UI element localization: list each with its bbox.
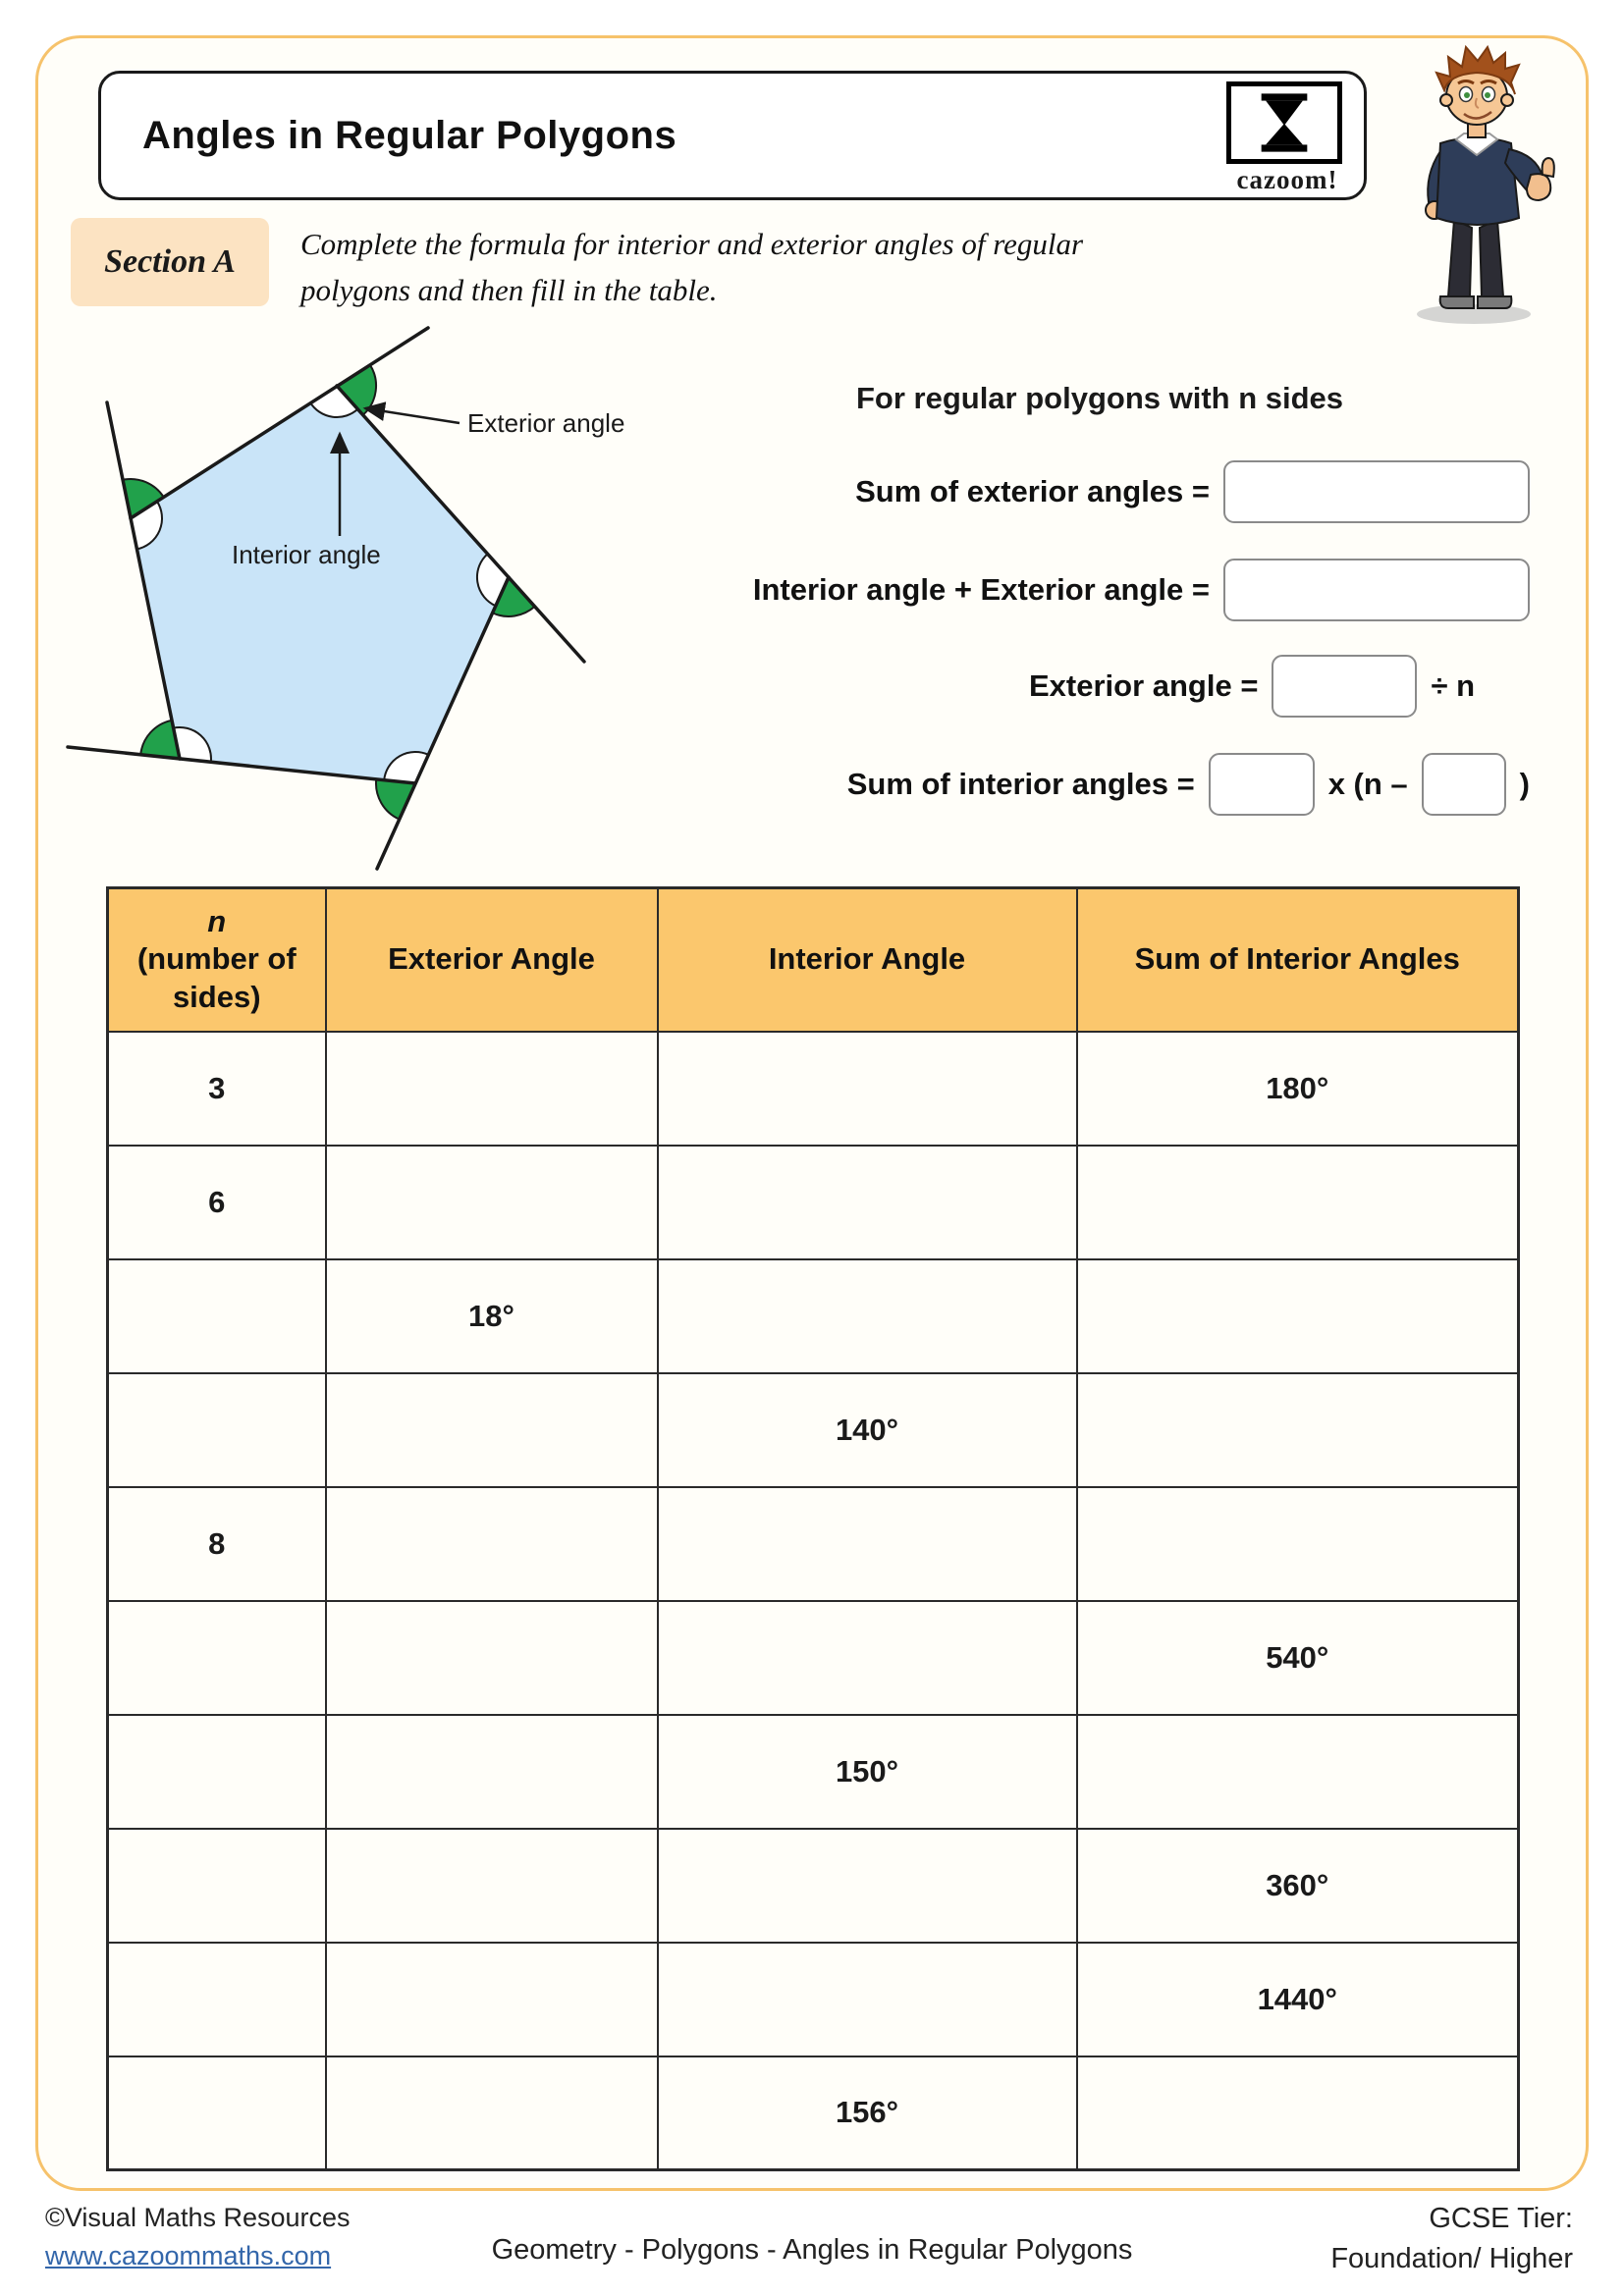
sum-exterior-answer-box[interactable] [1223,460,1530,523]
table-cell-blank[interactable] [108,1943,326,2056]
formula-row-exterior-angle [687,654,1530,719]
formula-heading: For regular polygons with n sides [855,381,1344,415]
sum-interior-answer-box-1[interactable] [1209,753,1315,816]
table-cell-blank[interactable] [1077,1146,1519,1259]
sum-interior-label: Sum of interior angles = [846,767,1195,801]
table-row [108,1715,1519,1829]
table-cell-blank[interactable] [658,1943,1077,2056]
sum-exterior-label: Sum of exterior angles = [855,474,1210,508]
tier-label: GCSE Tier: [1429,2203,1573,2234]
table-cell-value: 180° [1077,1032,1519,1146]
divide-by-n-suffix: ÷ n [1431,668,1475,703]
table-cell-blank[interactable] [326,1146,658,1259]
table-cell-blank[interactable] [658,1146,1077,1259]
table-cell-value: 8 [108,1487,326,1601]
mascot-character [1382,45,1571,330]
section-instruction [300,222,1164,313]
formula-row-sum-interior [687,752,1530,817]
angles-table [106,886,1520,2171]
tier-value: Foundation/ Higher [1330,2242,1573,2274]
page-title: Angles in Regular Polygons [142,113,677,157]
section-a-label: Section A [104,243,236,280]
table-cell-blank[interactable] [1077,1487,1519,1601]
exterior-angle-formula-label: Exterior angle = [1028,668,1259,703]
table-cell-blank[interactable] [1077,1715,1519,1829]
interior-angle-label: Interior angle [232,540,381,569]
table-cell-blank[interactable] [658,1487,1077,1601]
table-cell-blank[interactable] [108,1829,326,1943]
angles-table-body [108,1032,1519,2170]
instruction-line-1: Complete the formula for interior and exterior angles of regular [300,227,1084,261]
formula-row-sum-exterior [687,459,1530,524]
table-cell-value: 540° [1077,1601,1519,1715]
table-cell-value: 18° [326,1259,658,1373]
hourglass-icon [1235,88,1333,157]
copyright-text: ©Visual Maths Resources [45,2203,351,2232]
table-cell-blank[interactable] [658,1032,1077,1146]
table-cell-blank[interactable] [326,1032,658,1146]
n-symbol: n [207,903,227,938]
footer-left [45,2199,351,2275]
table-cell-blank[interactable] [1077,2056,1519,2170]
table-cell-blank[interactable] [108,1715,326,1829]
table-cell-value: 6 [108,1146,326,1259]
exterior-angle-arrow [365,408,460,423]
table-row [108,2056,1519,2170]
n-description: (number of sides) [136,941,297,1015]
interior-plus-exterior-label: Interior angle + Exterior angle = [752,572,1210,607]
cazoom-logo-icon [1226,81,1342,164]
sum-interior-answer-box-2[interactable] [1422,753,1506,816]
table-cell-blank[interactable] [658,1601,1077,1715]
table-cell-blank[interactable] [326,1487,658,1601]
table-row [108,1829,1519,1943]
table-cell-blank[interactable] [1077,1259,1519,1373]
website-link[interactable]: www.cazoommaths.com [45,2241,332,2271]
table-cell-value: 360° [1077,1829,1519,1943]
pentagon-diagram [57,322,646,881]
table-header-row [108,888,1519,1032]
table-cell-blank[interactable] [658,1829,1077,1943]
table-row [108,1259,1519,1373]
col-header-interior-angle: Interior Angle [658,888,1077,1032]
table-cell-value: 150° [658,1715,1077,1829]
close-paren-text: ) [1519,767,1530,801]
table-cell-value: 156° [658,2056,1077,2170]
table-cell-value: 3 [108,1032,326,1146]
table-row [108,1373,1519,1487]
table-cell-blank[interactable] [658,1259,1077,1373]
table-cell-value: 1440° [1077,1943,1519,2056]
table-cell-blank[interactable] [108,1601,326,1715]
footer-right [1330,2199,1573,2278]
table-row [108,1943,1519,2056]
footer-topic-text: Geometry - Polygons - Angles in Regular Polygons [491,2234,1133,2266]
table-cell-blank[interactable] [326,1373,658,1487]
table-cell-value: 140° [658,1373,1077,1487]
table-cell-blank[interactable] [108,1259,326,1373]
col-header-exterior-angle: Exterior Angle [326,888,658,1032]
cazoom-logo-text: cazoom! [1236,165,1338,194]
exterior-angle-label: Exterior angle [467,408,625,438]
col-header-n [108,888,326,1032]
table-cell-blank[interactable] [108,1373,326,1487]
table-row [108,1487,1519,1601]
cazoom-logo [1226,81,1348,195]
table-cell-blank[interactable] [326,1601,658,1715]
table-cell-blank[interactable] [326,1715,658,1829]
table-cell-blank[interactable] [1077,1373,1519,1487]
table-cell-blank[interactable] [326,2056,658,2170]
table-row [108,1146,1519,1259]
interior-plus-exterior-answer-box[interactable] [1223,559,1530,621]
table-cell-blank[interactable] [108,2056,326,2170]
section-a-badge [71,218,269,306]
table-cell-blank[interactable] [326,1829,658,1943]
pentagon-shape [131,386,509,783]
table-row [108,1601,1519,1715]
exterior-angle-answer-box[interactable] [1272,655,1417,718]
title-box [98,71,1367,200]
table-cell-blank[interactable] [326,1943,658,2056]
instruction-line-2: polygons and then fill in the table. [300,272,718,307]
table-row [108,1032,1519,1146]
col-header-sum-interior-angles: Sum of Interior Angles [1077,888,1519,1032]
formula-row-interior-plus-exterior [687,558,1530,622]
times-n-minus-text: x (n – [1327,767,1408,801]
